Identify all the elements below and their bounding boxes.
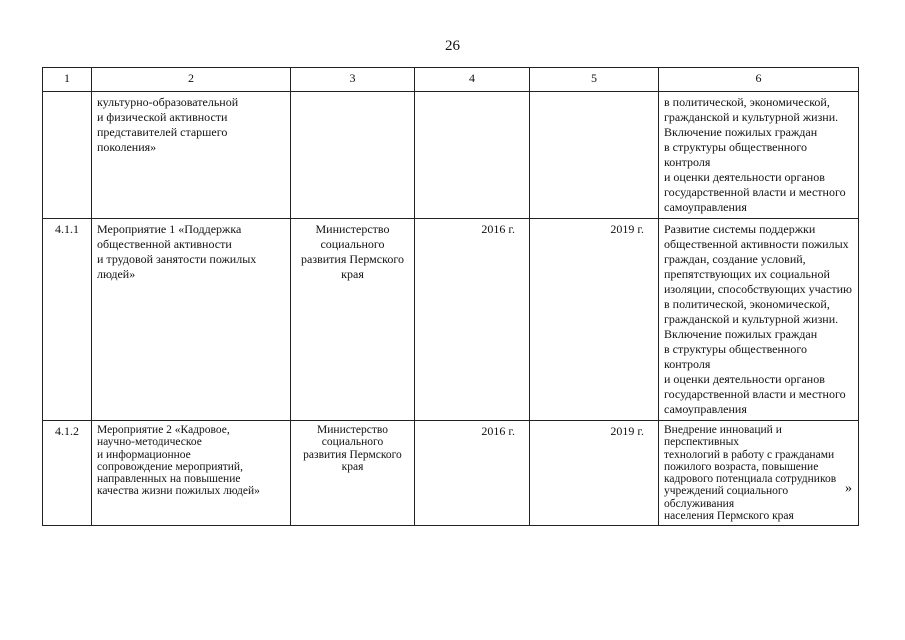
- row-number-cell: 4.1.1: [43, 219, 92, 421]
- column-header: 6: [659, 68, 859, 92]
- table-row: [43, 92, 859, 219]
- column-header: 4: [415, 68, 530, 92]
- measure-name-cell: культурно-образовательной и физической активности представителей старшего поколения»: [92, 92, 291, 219]
- table-header-row: [43, 68, 859, 92]
- measure-name-cell: Мероприятие 1 «Поддержка общественной активности и трудовой занятости пожилых людей»: [92, 219, 291, 421]
- closing-quote-mark: »: [845, 481, 852, 496]
- start-date-cell: 2016 г.: [415, 219, 530, 421]
- column-header: 1: [43, 68, 92, 92]
- measure-name-cell: Мероприятие 2 «Кадровое, научно-методическое и информационное сопровождение мероприятий, направленных на повышение качества жизни пожилых людей»: [92, 421, 291, 526]
- expected-result-cell: Развитие системы поддержки общественной активности пожилых граждан, создание условий, препятствующих их социальной изоляции, способствующих участию в политической, экономической, гражданской и культурной жизни. Включение пожилых граждан в структуры общественного контроля и оценки деятельности органов государственной власти и местного самоуправления: [659, 219, 859, 421]
- start-date-cell: 2016 г.: [415, 421, 530, 526]
- expected-result-cell: Внедрение инноваций и перспективных технологий в работу с гражданами пожилого возраста, повышение кадрового потенциала сотрудников учреждений социального обслуживания населения Пермского края: [659, 421, 859, 526]
- executor-cell: [291, 92, 415, 219]
- end-date-cell: 2019 г.: [530, 421, 659, 526]
- end-date-cell: [530, 92, 659, 219]
- column-header: 2: [92, 68, 291, 92]
- start-date-cell: [415, 92, 530, 219]
- executor-cell: Министерство социального развития Пермского края: [291, 421, 415, 526]
- table-row: [43, 219, 859, 421]
- row-number-cell: [43, 92, 92, 219]
- page-number: 26: [445, 38, 460, 54]
- column-header: 3: [291, 68, 415, 92]
- program-table: [42, 67, 859, 526]
- column-header: 5: [530, 68, 659, 92]
- expected-result-cell: в политической, экономической, гражданской и культурной жизни. Включение пожилых граждан в структуры общественного контроля и оценки деятельности органов государственной власти и местного самоуправления: [659, 92, 859, 219]
- table-row: [43, 421, 859, 526]
- row-number-cell: 4.1.2: [43, 421, 92, 526]
- end-date-cell: 2019 г.: [530, 219, 659, 421]
- executor-cell: Министерство социального развития Пермского края: [291, 219, 415, 421]
